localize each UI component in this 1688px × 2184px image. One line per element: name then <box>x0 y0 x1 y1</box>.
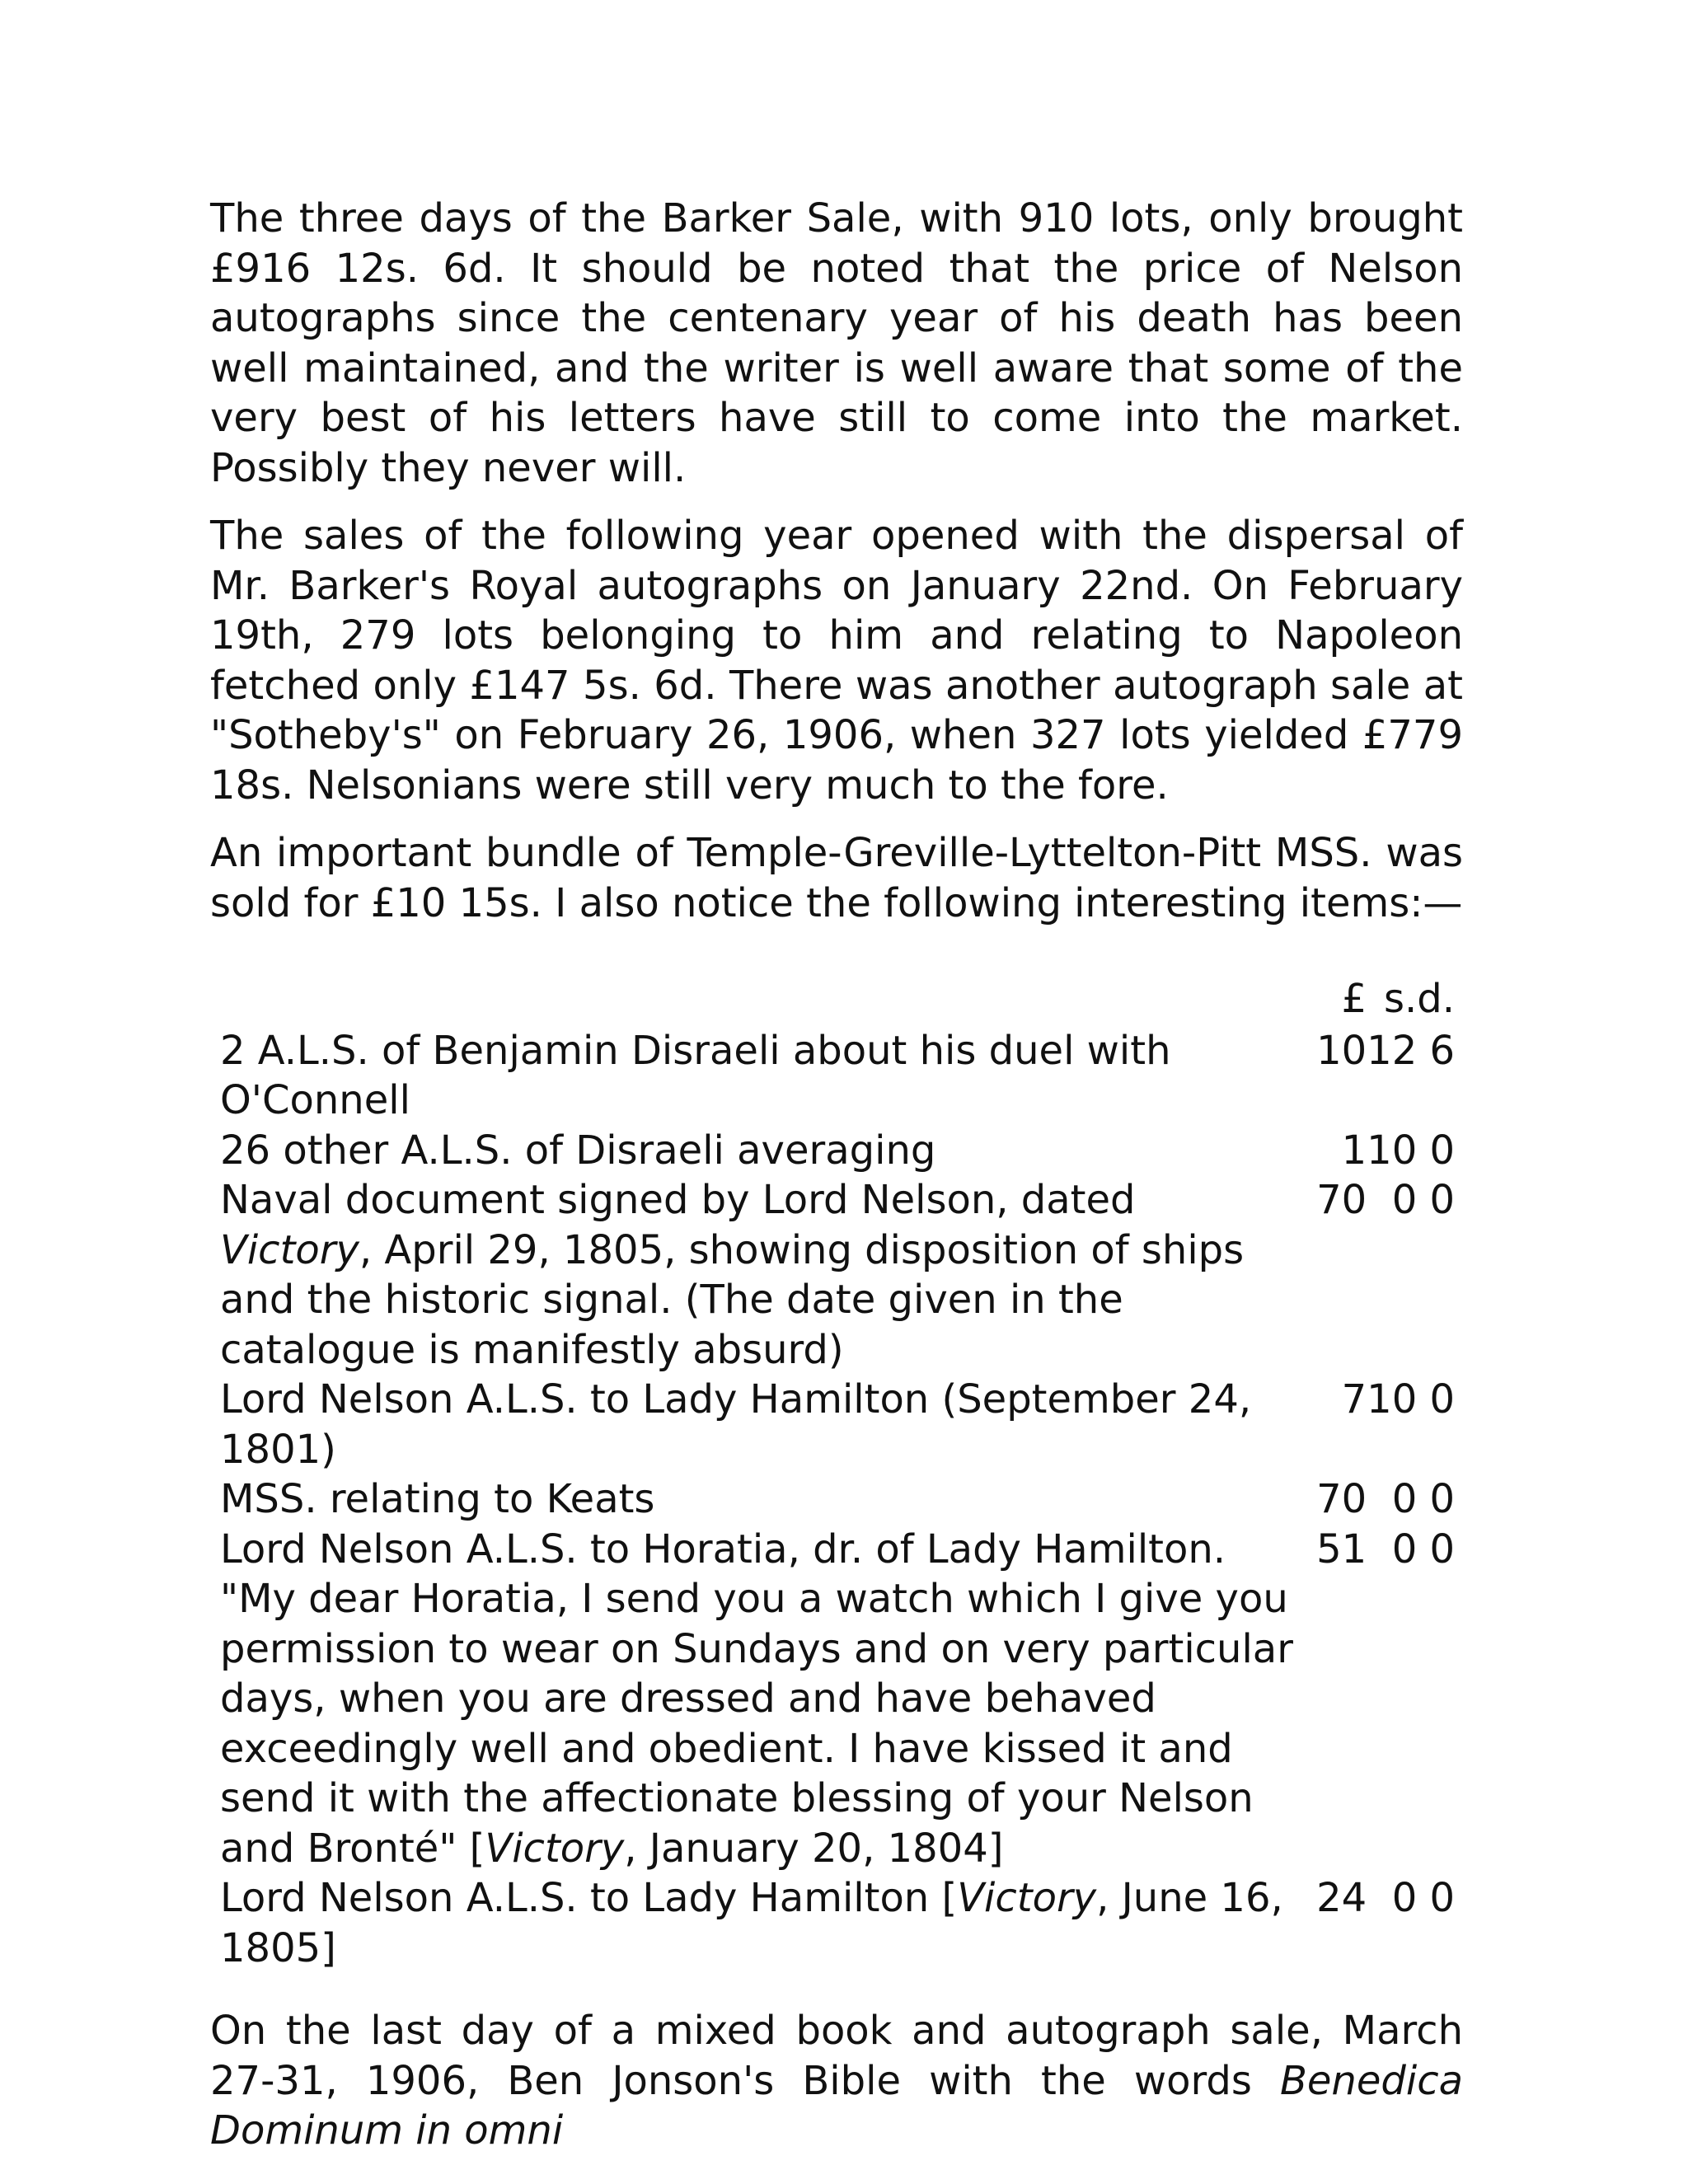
table-header-row <box>210 974 1455 1026</box>
table-row <box>210 1873 1455 1973</box>
item-pence: 0 <box>1429 1526 1455 1572</box>
item-pence: 6 <box>1429 1027 1455 1074</box>
item-shillings: 10 <box>1367 1376 1418 1422</box>
document-page <box>210 194 1463 2174</box>
item-pounds: 24 <box>1316 1875 1367 1921</box>
item-pence: 0 <box>1429 1376 1455 1422</box>
item-description-text: 2 A.L.S. of Benjamin Disraeli about his duel with O'Connell <box>220 1027 1171 1123</box>
item-pounds: 70 <box>1316 1476 1367 1522</box>
pounds-header: £ <box>1341 976 1367 1022</box>
item-description-text: MSS. relating to Keats <box>220 1476 655 1522</box>
description-header <box>210 974 1305 1026</box>
item-shillings: 0 <box>1391 1177 1418 1223</box>
item-description <box>210 1525 1305 1874</box>
item-pence: 0 <box>1429 1476 1455 1522</box>
ship-name-italic: Victory <box>220 1226 359 1273</box>
item-description <box>210 1126 1305 1176</box>
table-row <box>210 1026 1455 1126</box>
sale-items-table <box>210 974 1455 1973</box>
shillings-header: s. <box>1383 976 1418 1022</box>
item-pounds: 1 <box>1341 1127 1367 1174</box>
item-pence: 0 <box>1429 1177 1455 1223</box>
item-pounds: 70 <box>1316 1177 1367 1223</box>
ship-name-italic: Victory <box>485 1825 625 1872</box>
item-description-text: , January 20, 1804] <box>624 1825 1004 1872</box>
item-pence: 0 <box>1429 1875 1455 1921</box>
item-description <box>210 1873 1305 1973</box>
item-shillings: 0 <box>1391 1476 1418 1522</box>
table-row <box>210 1474 1455 1525</box>
item-pounds: 51 <box>1316 1526 1367 1572</box>
item-pounds: 10 <box>1316 1027 1367 1074</box>
paragraph-ben-jonson-bible <box>210 2006 1463 2156</box>
item-shillings: 0 <box>1391 1526 1418 1572</box>
item-description-text: Naval document signed by Lord Nelson, dated <box>220 1177 1136 1223</box>
item-description-text: , June 16, 1805] <box>220 1875 1283 1971</box>
item-description-text: , April 29, 1805, showing disposition of ships and the historic signal. (The date given in the catalogue is manifestly absurd) <box>220 1226 1245 1373</box>
item-description-text: Lord Nelson A.L.S. to Lady Hamilton (September 24, 1801) <box>220 1376 1252 1473</box>
item-pounds: 7 <box>1341 1376 1367 1422</box>
paragraph-barker-sale: The three days of the Barker Sale, with 910 lots, only brought £916 12s. 6d. It should be noted that the price of Nelson autographs since the centenary year of his death has been well maintained, and the writer is well aware that some of the very best of his letters have still to come into the market. Possibly they never will. <box>210 195 1463 491</box>
pence-header: d. <box>1417 976 1455 1022</box>
table-row <box>210 1375 1455 1474</box>
item-description <box>210 1026 1305 1126</box>
ship-name-italic: Victory <box>957 1875 1097 1921</box>
item-description-text: Lord Nelson A.L.S. to Horatia, dr. of Lady Hamilton. "My dear Horatia, I send you a watch which I give you permission to wear on Sundays and on very particular days, when you are dressed and have behaved exceedingly well and obedient. I have kissed it and send it with the affectionate blessing of your Nelson and Bronté" [ <box>220 1526 1293 1872</box>
item-shillings: 10 <box>1367 1127 1418 1174</box>
paragraph-temple-greville-bundle: An important bundle of Temple-Greville-Lyttelton-Pitt MSS. was sold for £10 15s. I also notice the following interesting items:— <box>210 830 1463 926</box>
item-pence: 0 <box>1429 1127 1455 1174</box>
item-shillings: 12 <box>1367 1027 1418 1074</box>
item-shillings: 0 <box>1391 1875 1418 1921</box>
item-description-text: Lord Nelson A.L.S. to Lady Hamilton [ <box>220 1875 958 1921</box>
closing-text: On the last day of a mixed book and autograph sale, March 27-31, 1906, Ben Jonson's Bible with the words <box>210 2008 1463 2104</box>
item-description <box>210 1474 1305 1525</box>
table-row <box>210 1126 1455 1176</box>
table-row <box>210 1525 1455 1874</box>
item-description-text: 26 other A.L.S. of Disraeli averaging <box>220 1127 936 1174</box>
paragraph-following-year-sales: The sales of the following year opened with the dispersal of Mr. Barker's Royal autographs on January 22nd. On February 19th, 279 lots belonging to him and relating to Napoleon fetched only £147 5s. 6d. There was another autograph sale at "Sotheby's" on February 26, 1906, when 327 lots yielded £779 18s. Nelsonians were still very much to the fore. <box>210 513 1463 808</box>
closing-italic-phrase: Benedica Dominum in omni <box>210 2057 1463 2154</box>
item-description <box>210 1375 1305 1474</box>
table-row <box>210 1175 1455 1375</box>
item-description <box>210 1175 1305 1375</box>
